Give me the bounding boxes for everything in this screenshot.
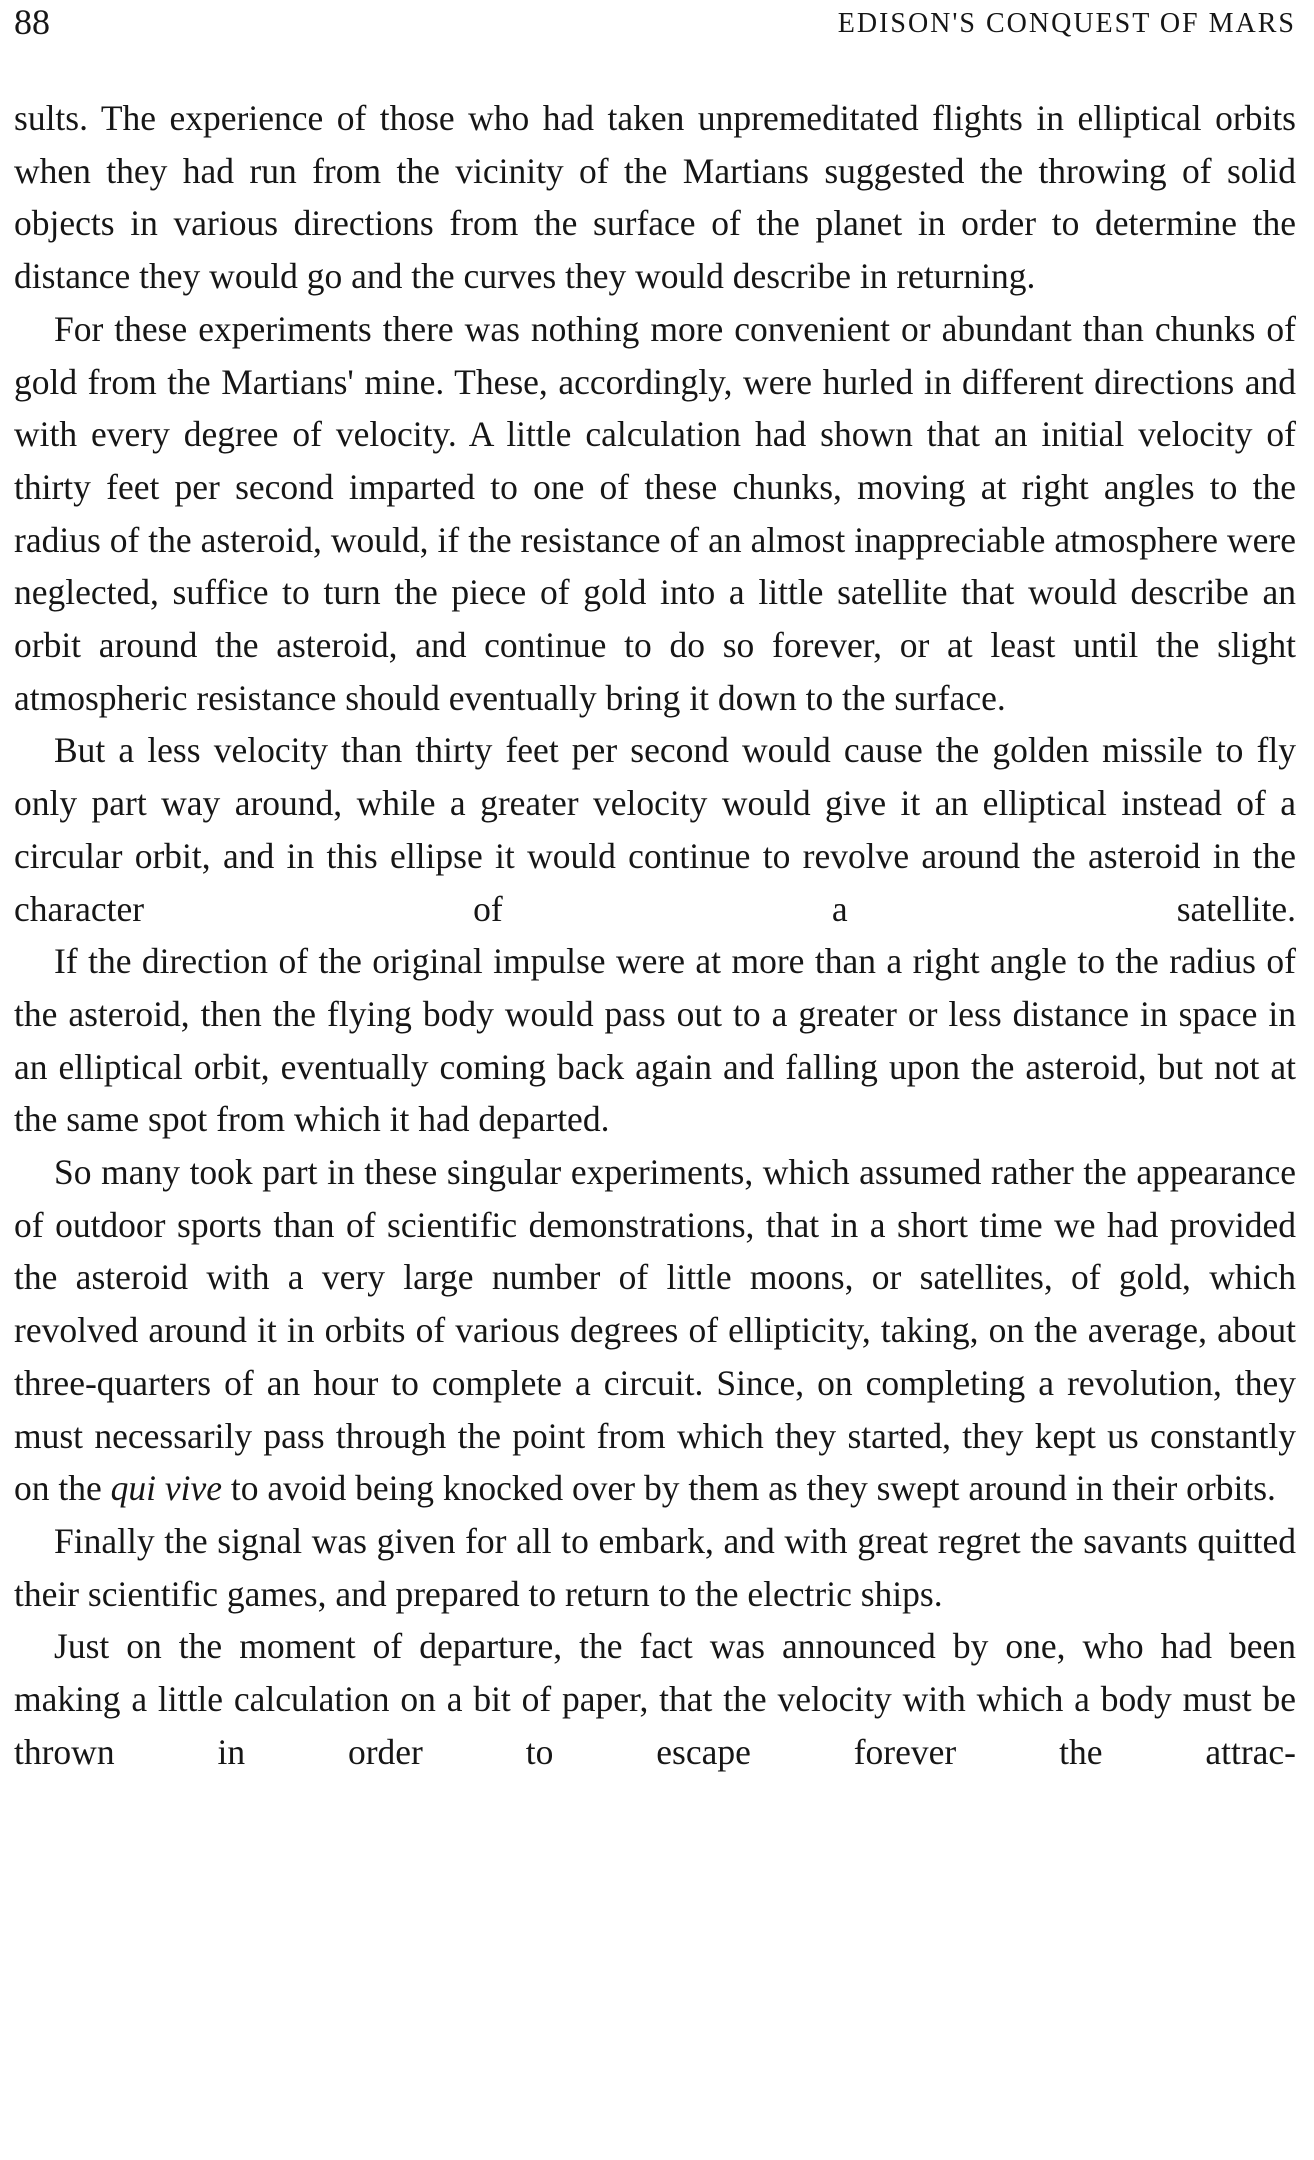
page-number: 88 [14,2,50,42]
paragraph-3: But a less velocity than thirty feet per second would cause the golden missile to fly only part way around, while a greater velocity would give it an elliptical instead of a circular orbit, and in this ellipse it would continue to revolve around the asteroid in the character of a satellite. [14,730,1296,929]
body-text [14,92,1296,1779]
paragraph-1: sults. The experience of those who had taken unpremeditated flights in elliptical orbits when they had run from the vicinity of the Martians suggested the throwing of solid objects in various directions from the surface of the planet in order to determine the distance they would go and the curves they would describe in returning. [14,98,1296,297]
paragraph-5 [14,1146,1296,1515]
running-head [14,0,1296,50]
paragraph-7: Just on the moment of departure, the fact was announced by one, who had been making a little calculation on a bit of paper, that the velocity with which a body must be thrown in order to escape forever the attrac- [14,1626,1296,1772]
paragraph-4: If the direction of the original impulse were at more than a right angle to the radius of the asteroid, then the flying body would pass out to a greater or less distance in space in an elliptical orbit, eventually coming back again and falling upon the asteroid, but not at the same spot from which it had departed. [14,941,1296,1140]
running-title: EDISON'S CONQUEST OF MARS [837,8,1296,39]
paragraph-5-text-after: to avoid being knocked over by them as they swept around in their orbits. [222,1468,1276,1509]
book-page [14,0,1296,2160]
paragraph-2: For these experiments there was nothing more convenient or abundant than chunks of gold from the Martians' mine. These, accordingly, were hurled in different directions and with every degree of velocity. A little calculation had shown that an initial velocity of thirty feet per second imparted to one of these chunks, moving at right angles to the radius of the asteroid, would, if the resistance of an almost inappreciable atmosphere were neglected, suffice to turn the piece of gold into a little satellite that would describe an orbit around the asteroid, and continue to do so forever, or at least until the slight atmospheric resistance should eventually bring it down to the surface. [14,308,1296,718]
paragraph-6: Finally the signal was given for all to embark, and with great regret the savants quitted their scientific games, and prepared to return to the electric ships. [14,1520,1296,1614]
paragraph-5-text-before: So many took part in these singular experiments, which assumed rather the appearance of outdoor sports than of scientific demonstrations, that in a short time we had provided the asteroid with a very large number of little moons, or satellites, of gold, which revolved around it in orbits of various degrees of ellipticity, taking, on the average, about three-quarters of an hour to complete a circuit. Since, on completing a revolution, they must necessarily pass through the point from which they started, they kept us constantly on the [14,1152,1296,1509]
paragraph-5-italic-phrase: qui vive [110,1468,222,1509]
